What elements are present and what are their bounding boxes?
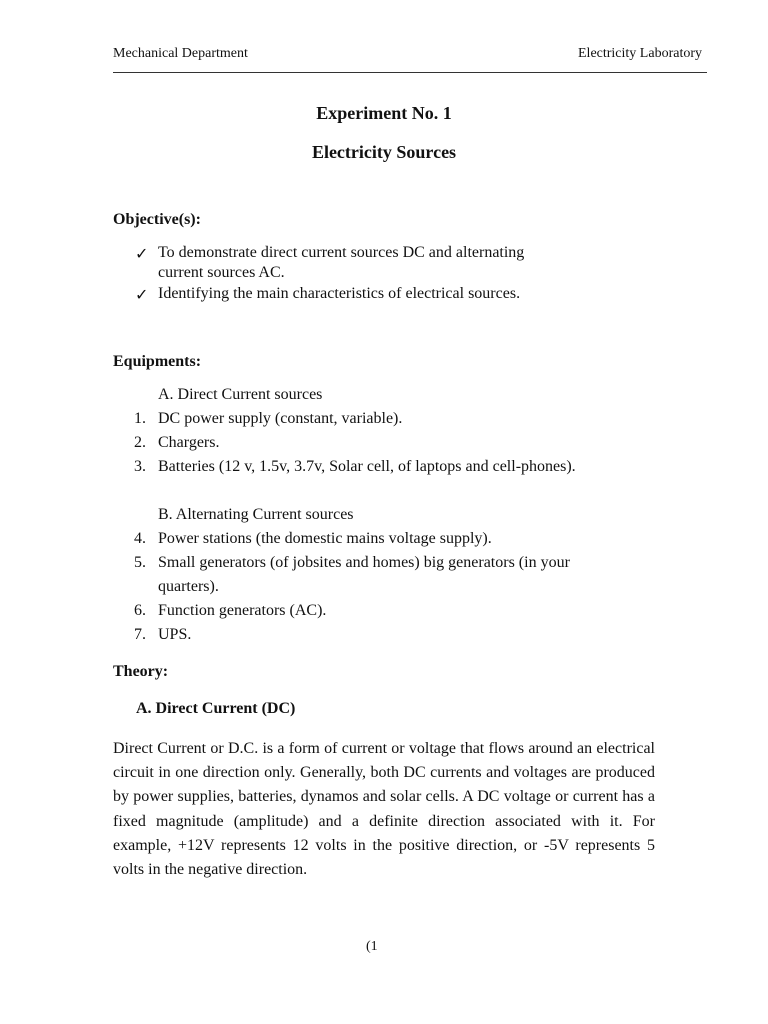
equipments-heading: Equipments:: [113, 353, 202, 370]
list-number: 3.: [134, 458, 146, 475]
list-number: 5.: [134, 554, 146, 571]
list-item: UPS.: [158, 626, 192, 643]
header-rule: [113, 72, 707, 73]
list-item: Chargers.: [158, 434, 220, 451]
list-item: Small generators (of jobsites and homes) big generators (in your: [158, 554, 570, 571]
objectives-heading: Objective(s):: [113, 211, 201, 228]
dc-paragraph: Direct Current or D.C. is a form of current or voltage that flows around an electrical circuit in one direction only. Generally, both DC currents and voltages are produced by power supplies, batteries, dynamos and solar cells. A DC voltage or current has a fixed magnitude (amplitude) and a definite direction associated with it. For example, +12V represents 12 volts in the positive direction, or -5V represents 5 volts in the negative direction.: [113, 740, 655, 879]
equipment-group-ac: B. Alternating Current sources: [158, 506, 354, 523]
header-department: Mechanical Department: [113, 46, 248, 61]
experiment-subject: Electricity Sources: [311, 142, 457, 162]
theory-heading: Theory:: [113, 663, 169, 680]
equipment-group-dc: A. Direct Current sources: [158, 386, 323, 403]
objective-item-1-line-2: current sources AC.: [158, 264, 285, 281]
list-number: 2.: [134, 434, 146, 451]
list-number: 4.: [134, 530, 146, 547]
dc-section-heading: A. Direct Current (DC): [136, 700, 296, 717]
list-item: Power stations (the domestic mains voltage supply).: [158, 530, 492, 547]
page-number: (1: [366, 939, 378, 954]
list-item: DC power supply (constant, variable).: [158, 410, 403, 427]
objective-item-2: Identifying the main characteristics of electrical sources.: [158, 285, 521, 302]
list-item: Batteries (12 v, 1.5v, 3.7v, Solar cell, of laptops and cell-phones).: [158, 458, 576, 475]
objective-item-1-line-1: To demonstrate direct current sources DC and alternating: [158, 244, 525, 261]
list-number: 1.: [134, 410, 146, 427]
list-number: 7.: [134, 626, 146, 643]
checkmark-icon: ✓: [135, 246, 149, 263]
list-item-continuation: quarters).: [158, 578, 219, 595]
list-item: Function generators (AC).: [158, 602, 327, 619]
header-laboratory: Electricity Laboratory: [578, 46, 702, 61]
checkmark-icon: ✓: [135, 287, 149, 304]
experiment-title: Experiment No. 1: [316, 103, 452, 123]
list-number: 6.: [134, 602, 146, 619]
